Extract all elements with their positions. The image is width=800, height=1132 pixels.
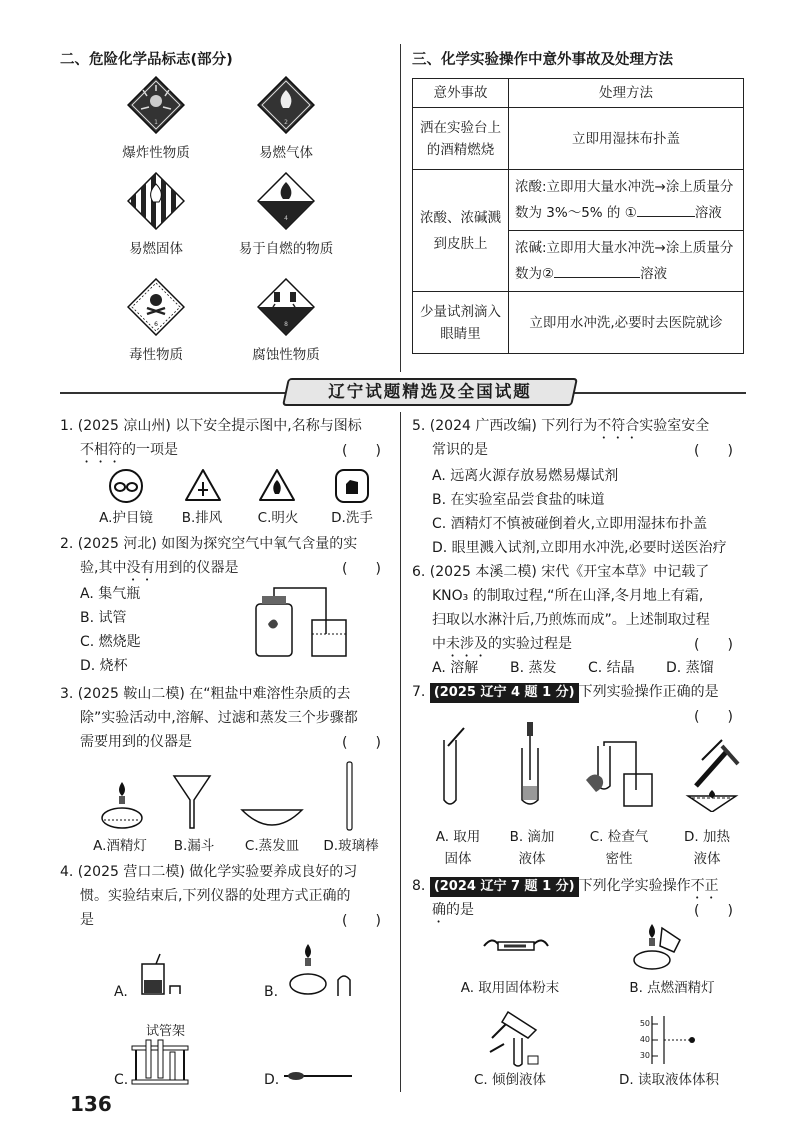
q8-option-d[interactable]: D. 读取液体体积 [619, 1072, 719, 1088]
table-cell-acid-method: 浓酸:立即用大量水冲洗→涂上质量分数为 3%～5% 的 ① 溶液 [509, 170, 744, 231]
q4-stem: 4. (2025 营口二模) 做化学实验要养成良好的习 [60, 864, 358, 880]
q2-option-a[interactable]: A. 集气瓶 [80, 586, 141, 602]
q5-option-d[interactable]: D. 眼里溅入试剂,立即用水冲洗,必要时送医治疗 [432, 540, 727, 556]
answer-paren: ( ) [694, 709, 733, 725]
q3-option-c[interactable]: C.蒸发皿 [244, 838, 300, 854]
q6-option-b[interactable]: B. 蒸发 [510, 660, 557, 676]
table-cell-method: 立即用湿抹布扑盖 [509, 108, 744, 170]
q4-option-b[interactable]: B. [264, 984, 279, 1000]
q5-stem: 5. (2024 广西改编) 下列行为不符合实验室安全 [412, 418, 710, 434]
answer-paren: ( ) [342, 561, 381, 577]
q6-stem-line4: 中未涉及的实验过程是 [432, 636, 572, 652]
q7-source-tag: (2025 辽宁 4 题 1 分) [430, 683, 579, 703]
q1-stem: 1. (2025 凉山州) 以下安全提示图中,名称与图标 [60, 418, 362, 434]
q8-option-c[interactable]: C. 倾倒液体 [473, 1072, 546, 1088]
goggles-icon [108, 468, 144, 504]
ventilation-icon [184, 468, 222, 502]
test-tube-rack-label: 试管架 [146, 1024, 186, 1039]
q4-option-d[interactable]: D. [264, 1072, 280, 1088]
q7-option-c[interactable]: C. 检查气 密性 [589, 829, 649, 867]
answer-paren: ( ) [342, 443, 381, 459]
svg-text:1: 1 [154, 119, 158, 126]
answer-paren: ( ) [694, 637, 733, 653]
sign-label-flammable-gas: 易燃气体 [259, 145, 313, 161]
cylinder-scale: 50 40 30 [639, 1019, 650, 1060]
q3-option-d[interactable]: D.玻璃棒 [323, 838, 379, 854]
lighting-lamp-icon [628, 918, 688, 972]
sign-label-corrosive: 腐蚀性物质 [252, 347, 320, 363]
table-cell-accident: 少量试剂滴入眼睛里 [413, 292, 509, 354]
q2-option-d[interactable]: D. 烧杯 [80, 658, 128, 674]
column-divider-bottom [400, 412, 401, 1092]
q7-option-d[interactable]: D. 加热 液体 [684, 829, 730, 867]
q8-stem: 8. (2024 辽宁 7 题 1 分) 下列化学实验操作不正 [412, 874, 719, 902]
table-cell-method: 立即用水冲洗,必要时去医院就诊 [509, 292, 744, 354]
pouring-liquid-icon [484, 1008, 550, 1068]
q5-stem-line2: 常识的是 [432, 442, 488, 458]
q7-option-a[interactable]: A. 取用 固体 [435, 829, 481, 867]
flammable-solid-icon [127, 172, 185, 230]
open-flame-icon [258, 468, 296, 502]
answer-paren: ( ) [694, 903, 733, 919]
answer-paren: ( ) [342, 735, 381, 751]
explosive-hazard-icon [127, 76, 185, 134]
q5-option-b[interactable]: B. 在实验室品尝食盐的味道 [432, 492, 605, 508]
q7-stem: 7. (2025 辽宁 4 题 1 分) 下列实验操作正确的是 [412, 680, 719, 704]
q1-option-c[interactable]: C.明火 [257, 510, 299, 526]
reagent-bottle-icon [138, 950, 186, 998]
toxic-substance-icon [127, 278, 185, 336]
q3-stem: 3. (2025 鞍山二模) 在“粗盐中难溶性杂质的去 [60, 686, 351, 702]
q4-stem-line3: 是 [80, 912, 94, 928]
q4-option-a[interactable]: A. [114, 984, 128, 1000]
q3-option-a[interactable]: A.酒精灯 [93, 838, 147, 854]
svg-text:6: 6 [154, 321, 158, 328]
lamp-with-cap-icon [286, 940, 358, 1000]
q6-stem-line3: 扫取以水淋汁后,乃煎炼而成”。上述制取过程 [432, 612, 710, 628]
q8-stem-line2: 确的是 [432, 902, 474, 918]
alcohol-lamp-icon [96, 778, 148, 830]
heating-liquid-icon [682, 736, 742, 812]
q6-option-a[interactable]: A. 溶解 [432, 660, 479, 676]
q2-stem-line2: 验,其中没有用到的仪器是 [80, 560, 239, 576]
corrosive-substance-icon [257, 278, 315, 336]
sign-label-explosive: 爆炸性物质 [122, 145, 190, 161]
q5-option-a[interactable]: A. 远离火源存放易燃易爆试剂 [432, 468, 619, 484]
q8-option-a[interactable]: A. 取用固体粉末 [460, 980, 560, 996]
q1-option-b[interactable]: B.排风 [181, 510, 223, 526]
q3-option-b[interactable]: B.漏斗 [173, 838, 215, 854]
signs-section-title: 二、危险化学品标志(部分) [60, 52, 233, 68]
q6-option-c[interactable]: C. 结晶 [588, 660, 635, 676]
q6-stem-line2: KNO₃ 的制取过程,“所在山泽,冬月地上有霜, [432, 588, 704, 604]
table-header-accident: 意外事故 [413, 79, 509, 108]
q2-option-c[interactable]: C. 燃烧匙 [80, 634, 141, 650]
svg-text:8: 8 [284, 321, 288, 328]
q7-option-b[interactable]: B. 滴加 液体 [509, 829, 555, 867]
sign-label-toxic: 毒性物质 [129, 347, 183, 363]
table-cell-base-method: 浓碱:立即用大量水冲洗→涂上质量分数为② 溶液 [509, 231, 744, 292]
q2-option-b[interactable]: B. 试管 [80, 610, 127, 626]
svg-text:2: 2 [284, 119, 288, 126]
powder-spoon-icon [480, 928, 552, 968]
q5-option-c[interactable]: C. 酒精灯不慎被碰倒着火,立即用湿抹布扑盖 [432, 516, 708, 532]
q3-stem-line3: 需要用到的仪器是 [80, 734, 192, 750]
oxygen-apparatus-diagram [248, 584, 358, 660]
evaporating-dish-icon [240, 806, 304, 830]
q6-option-d[interactable]: D. 蒸馏 [666, 660, 714, 676]
accident-section-title: 三、化学实验操作中意外事故及处理方法 [412, 52, 673, 68]
answer-paren: ( ) [694, 443, 733, 459]
sign-label-spontaneous: 易于自燃的物质 [238, 241, 334, 257]
q8-source-tag: (2024 辽宁 7 题 1 分) [430, 877, 579, 897]
q1-option-a[interactable]: A.护目镜 [99, 510, 153, 526]
pipette-on-table-icon [282, 1070, 354, 1082]
q4-stem-line2: 惯。实验结束后,下列仪器的处理方式正确的 [80, 888, 351, 904]
funnel-icon [172, 772, 212, 830]
spontaneous-combustion-icon [257, 172, 315, 230]
sign-label-flammable-solid: 易燃固体 [129, 241, 183, 257]
table-header-method: 处理方法 [509, 79, 744, 108]
accident-table [412, 78, 744, 354]
q4-option-c[interactable]: C. [114, 1072, 129, 1088]
flammable-gas-icon [257, 76, 315, 134]
q3-stem-line2: 除”实验活动中,溶解、过滤和蒸发三个步骤都 [80, 710, 358, 726]
q1-stem-line2: 不相符的一项是 [80, 442, 178, 458]
section-banner-title: 辽宁试题精选及全国试题 [328, 382, 532, 401]
column-divider-top [400, 44, 401, 372]
q6-stem: 6. (2025 本溪二模) 宋代《开宝本草》中记载了 [412, 564, 710, 580]
q1-option-d[interactable]: D.洗手 [331, 510, 373, 526]
q2-stem: 2. (2025 河北) 如图为探究空气中氧气含量的实 [60, 536, 358, 552]
hand-wash-icon [334, 468, 370, 504]
page-number: 136 [70, 1092, 112, 1116]
dropper-test-tube-icon [510, 720, 550, 810]
glass-rod-icon [344, 760, 356, 832]
test-tube-solid-icon [436, 726, 470, 810]
table-cell-accident: 洒在实验台上的酒精燃烧 [413, 108, 509, 170]
test-tube-rack-icon [128, 1038, 192, 1086]
svg-text:4: 4 [284, 215, 288, 222]
q8-option-b[interactable]: B. 点燃酒精灯 [629, 980, 715, 996]
airtight-check-icon [584, 740, 656, 810]
table-cell-accident: 浓酸、浓碱溅到皮肤上 [413, 170, 509, 292]
answer-paren: ( ) [342, 913, 381, 929]
